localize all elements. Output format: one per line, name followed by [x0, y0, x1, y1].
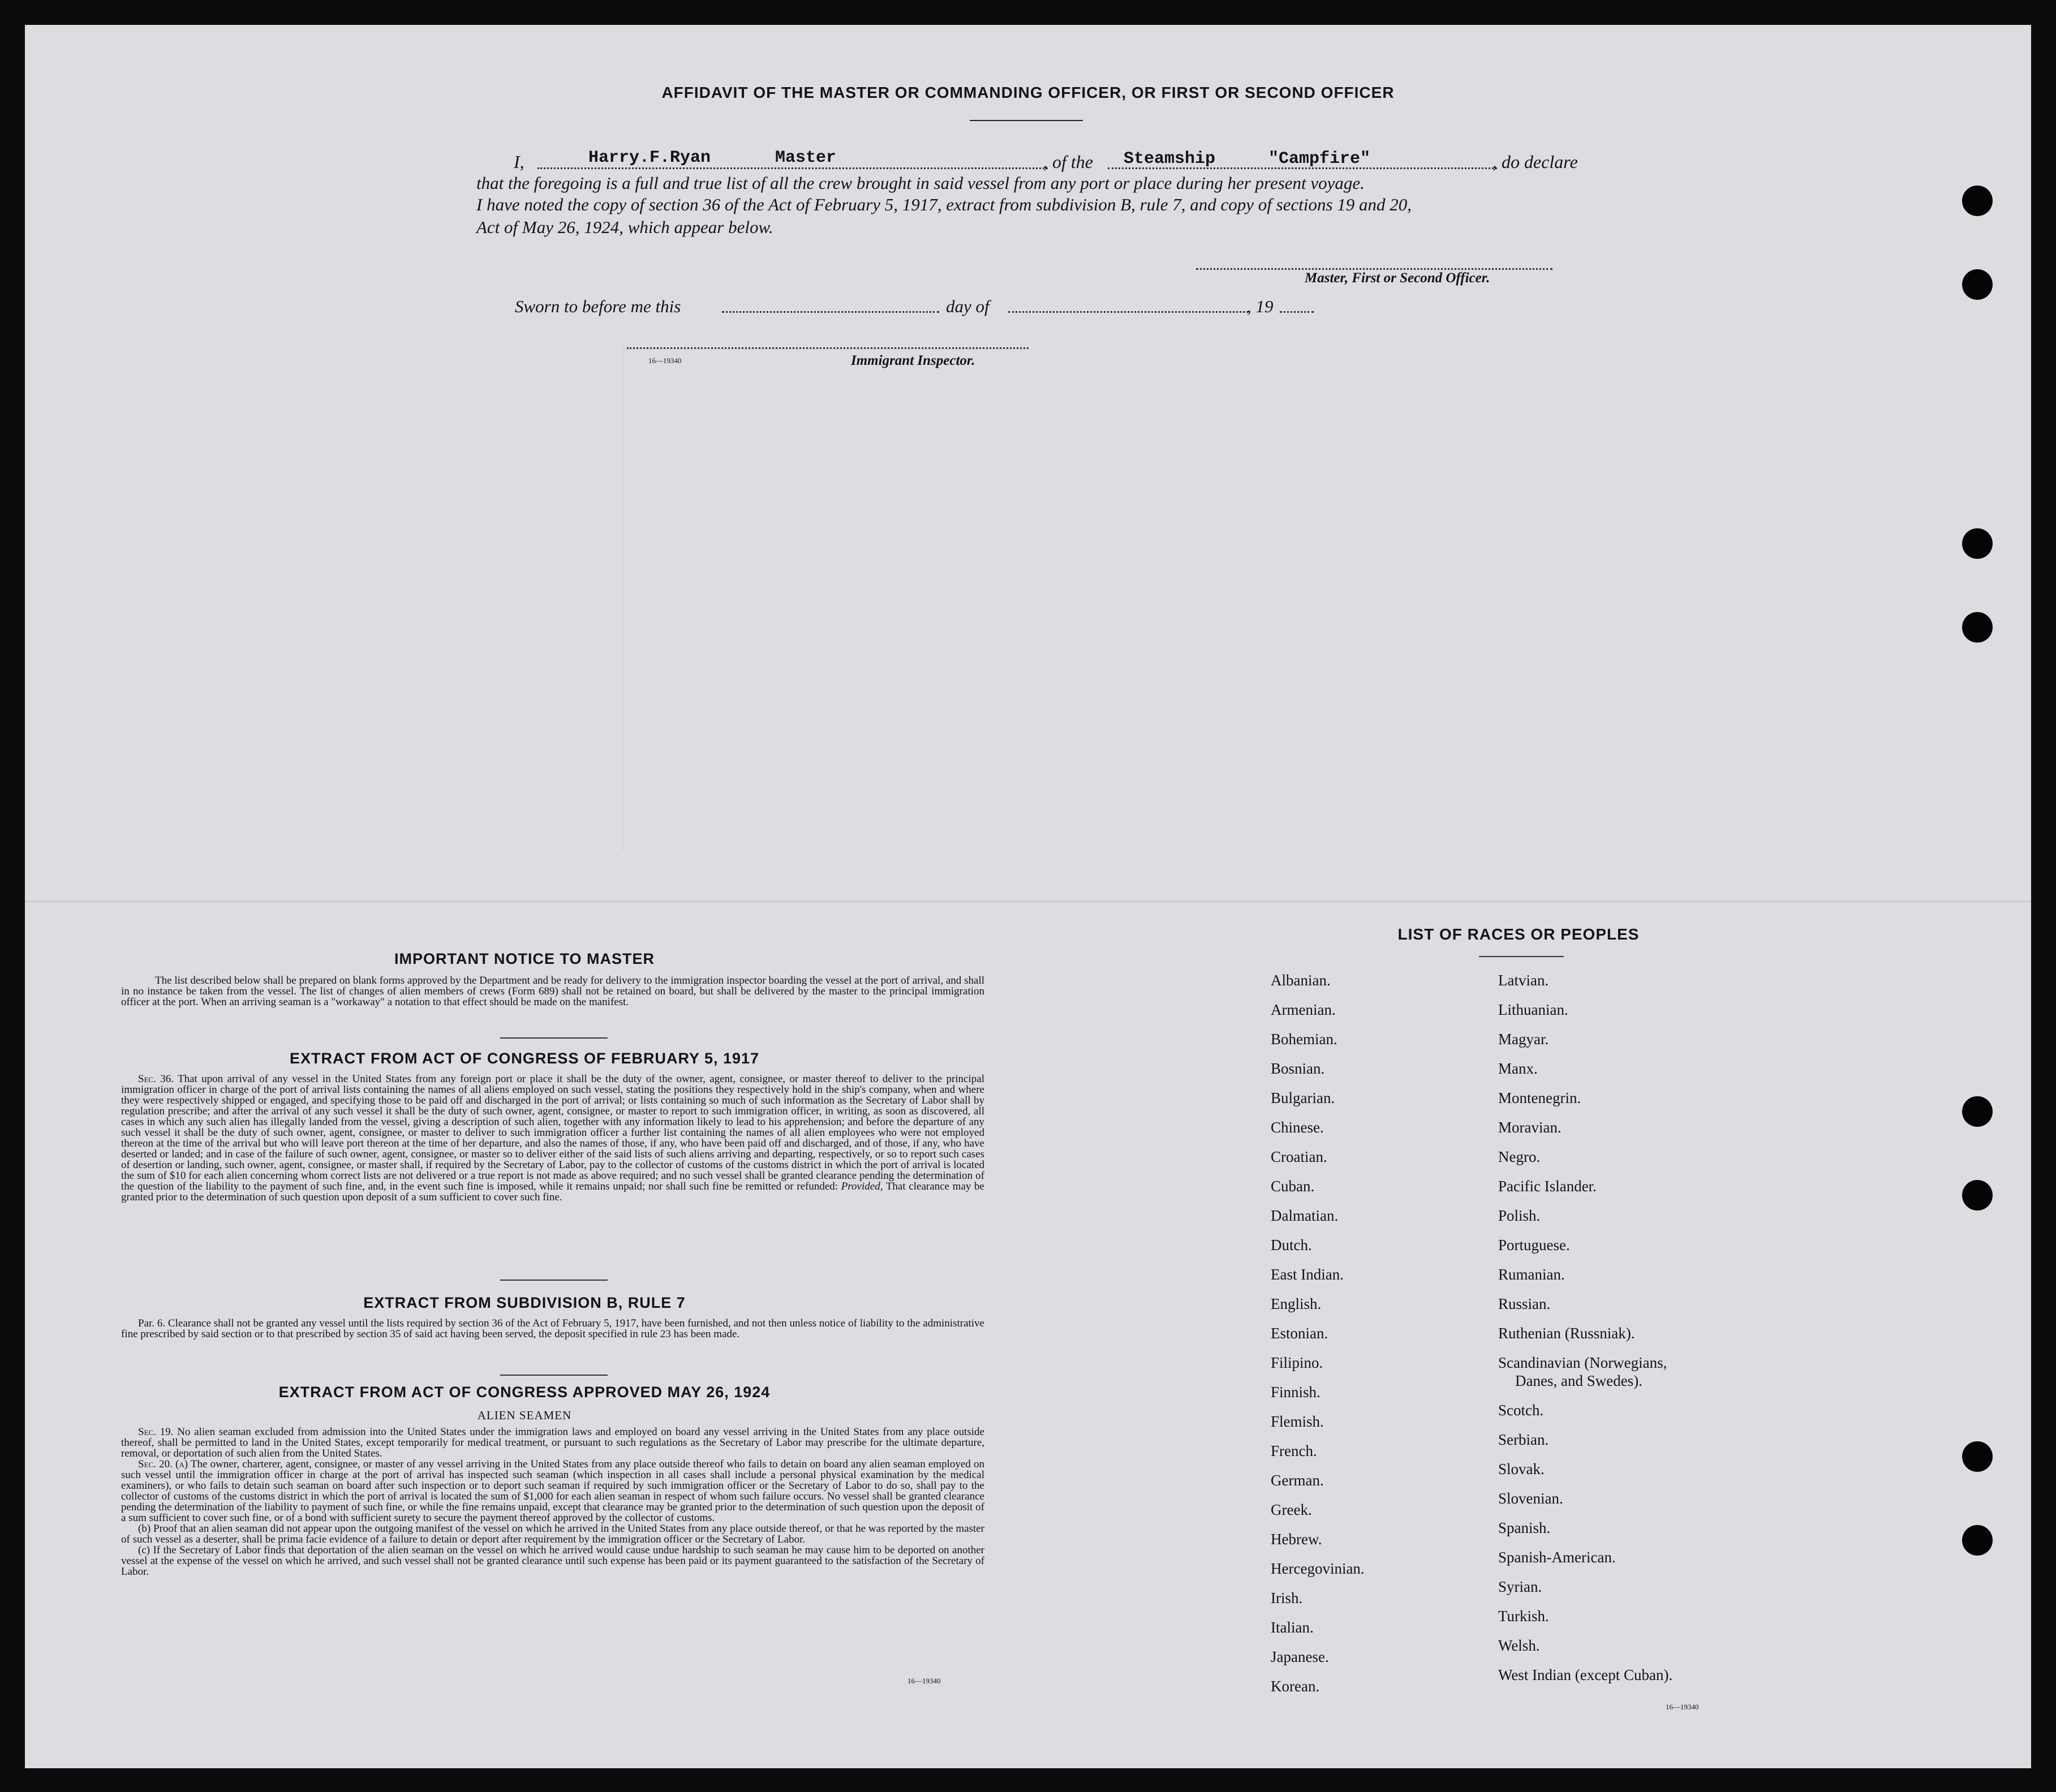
divider [500, 1280, 608, 1281]
race-item: Hebrew. [1271, 1531, 1322, 1548]
race-item: Albanian. [1271, 972, 1331, 989]
race-item: French. [1271, 1442, 1317, 1459]
race-item: Pacific Islander. [1498, 1178, 1597, 1195]
vessel-type: Steamship [1124, 149, 1216, 169]
race-item: Estonian. [1271, 1325, 1328, 1342]
race-item: Moravian. [1498, 1119, 1562, 1136]
proviso-word: Provided, [841, 1181, 883, 1192]
document-sheet [25, 25, 2031, 1768]
race-item: Spanish. [1498, 1519, 1551, 1536]
race-item: Danes, and Swedes). [1515, 1372, 1642, 1389]
race-item: West Indian (except Cuban). [1498, 1666, 1673, 1683]
rule7-body: Par. 6. Clearance shall not be granted any vessel until the lists required by section 36 of the Act of February 5, 1917, have been furnished, and not then unless notice of liability to the administrative fine prescribed by said section or to that prescribed by section 35 of said act having been served, the deposit specified in rule 23 has been made. [121, 1317, 984, 1340]
race-item: Spanish-American. [1498, 1549, 1616, 1566]
alien-seamen-subtitle: ALIEN SEAMEN [477, 1408, 572, 1422]
notice-title: IMPORTANT NOTICE TO MASTER [394, 950, 655, 967]
sworn-day-line [722, 311, 939, 313]
race-item: Dalmatian. [1271, 1207, 1339, 1224]
punch-hole [1962, 528, 1993, 559]
race-item: Ruthenian (Russniak). [1498, 1325, 1635, 1342]
extract-1917-title: EXTRACT FROM ACT OF CONGRESS OF FEBRUARY 5, 1917 [289, 1050, 760, 1067]
title-rule [970, 120, 1083, 121]
sec-36-text: That upon arrival of any vessel in the United States from any foreign port or place it shall be the duty of the owner, agent, consignee, or master thereof to deliver to the principal immigration officer in charge of the port of arrival lists containing the names of all aliens employed on such vessel, stating the positions they respectively hold in the ship's company, when and where they were respectively shipped or engaged, and specifying those to be paid off and discharged in the port of arrival; or lists containing so much of such information as the Secretary of Labor shall by regulation prescribe; and after the arrival of any such vessel it shall be the duty of such owner, agent, consignee, or master to report to such immigration officer, in writing, as soon as discovered, all cases in which any such alien has illegally landed from the vessel, giving a description of such alien, together with any information likely to lead to his apprehension; and before the departure of any such vessel it shall be the duty of such owner, agent, consignee, or master to deliver to such immigration officer a further list containing the names of all alien employees who were not employed thereon at the time of the arrival but who will leave port thereon at the time of her departure, and also the names of those, if any, who have been paid off and discharged, and of those, if any, who have deserted or landed; and in case of the failure of such owner, agent, consignee, or master so to deliver either of the said lists of such aliens arriving and departing, respectively, or so to report such cases of desertion or landing, such owner, agent, consignee, or master shall, if required by the Secretary of Labor, pay to the collector of customs of the customs district in which the port of arrival is located the sum of $10 for each alien concerning whom correct lists are not delivered or a true report is not made as above required; and no such vessel shall be granted clearance pending the determination of the question of the liability to the payment of such fine, and, in the event such fine is imposed, while it remains unpaid; nor shall such fine be remitted or refunded: [121, 1073, 984, 1192]
of-the-label: , of the [1043, 152, 1093, 172]
inspector-caption: Immigrant Inspector. [851, 353, 975, 368]
rule7-title: EXTRACT FROM SUBDIVISION B, RULE 7 [363, 1294, 686, 1311]
sworn-label: Sworn to before me this [515, 296, 681, 316]
inspector-signature-line [627, 347, 1029, 349]
master-rank: Master [775, 148, 837, 167]
race-item: Slovenian. [1498, 1490, 1563, 1507]
punch-hole [1962, 612, 1993, 643]
race-item: Japanese. [1271, 1648, 1329, 1665]
affidavit-title: AFFIDAVIT OF THE MASTER OR COMMANDING OFFICER, OR FIRST OR SECOND OFFICER [661, 84, 1395, 101]
race-item: Negro. [1498, 1148, 1541, 1165]
punch-hole [1962, 1180, 1993, 1211]
race-item: Lithuanian. [1498, 1001, 1568, 1018]
race-item: Greek. [1271, 1501, 1312, 1518]
race-item: Scotch. [1498, 1402, 1544, 1419]
punch-hole [1962, 1525, 1993, 1556]
sec-20c-text: (c) If the Secretary of Labor finds that deportation of the alien seaman on the vessel on which he arrived would cause undue hardship to such seaman he may cause him to be deported on another vessel at the expense of the vessel on which he arrived, and such vessel shall not be granted clearance until such expense has been paid or its payment guaranteed to the satisfaction of the Secretary of Labor. [121, 1544, 984, 1578]
extract-1924-title: EXTRACT FROM ACT OF CONGRESS APPROVED MAY 26, 1924 [278, 1384, 771, 1401]
punch-hole [1962, 1096, 1993, 1127]
affidavit-line-2: that the foregoing is a full and true list of all the crew brought in said vessel from any port or place during her present voyage. [476, 173, 1365, 193]
year-prefix: , 19 [1247, 296, 1274, 316]
sec-19-label: Sec. 19. [138, 1426, 174, 1438]
punch-hole [1962, 269, 1993, 300]
race-item: German. [1271, 1472, 1324, 1489]
race-item: East Indian. [1271, 1266, 1344, 1283]
divider [500, 1037, 608, 1039]
race-item: Manx. [1498, 1060, 1538, 1077]
race-item: Latvian. [1498, 972, 1549, 989]
extract-1917-body [121, 1074, 984, 1203]
race-item: Syrian. [1498, 1578, 1542, 1595]
race-item: English. [1271, 1295, 1322, 1312]
do-declare-label: , do declare [1492, 152, 1578, 172]
race-item: Polish. [1498, 1207, 1541, 1224]
race-item: Bulgarian. [1271, 1089, 1335, 1106]
race-item: Italian. [1271, 1619, 1314, 1636]
master-name: Harry.F.Ryan [588, 148, 711, 167]
race-item: Scandinavian (Norwegians, [1498, 1354, 1667, 1371]
sec-20b-text: (b) Proof that an alien seaman did not appear upon the outgoing manifest of the vessel on which he arrived in the United States from any place outside thereof, or that he was reported by the master of such vessel as a deserter, shall be prima facie evidence of a failure to detain or deport after requirement by the immigration officer or the Secretary of Labor. [121, 1523, 984, 1545]
race-item: Armenian. [1271, 1001, 1336, 1018]
sworn-month-line [1008, 311, 1248, 313]
vessel-name: "Campfire" [1268, 149, 1371, 169]
sec-19-text: No alien seaman excluded from admission into the United States under the immigration laws and employed on board any vessel arriving in the United States from any place outside thereof, shall be permitted to land in the United States, except temporarily for medical treatment, or pursuant to such regulations as the Secretary of Labor may prescribe for the ultimate departure, removal, or deportation of such alien from the United States. [121, 1426, 984, 1459]
year-line [1280, 311, 1314, 313]
punch-hole [1962, 1441, 1993, 1472]
race-item: Magyar. [1498, 1031, 1549, 1048]
race-item: Filipino. [1271, 1354, 1323, 1371]
races-title: LIST OF RACES OR PEOPLES [1397, 925, 1640, 943]
race-item: Korean. [1271, 1678, 1320, 1695]
race-item: Montenegrin. [1498, 1089, 1581, 1106]
race-item: Bohemian. [1271, 1031, 1337, 1048]
race-item: Russian. [1498, 1295, 1551, 1312]
race-item: Cuban. [1271, 1178, 1315, 1195]
race-item: Portuguese. [1498, 1237, 1570, 1253]
extract-1924-body [121, 1427, 984, 1577]
day-of-label: day of [946, 296, 990, 316]
race-item: Slovak. [1498, 1461, 1545, 1477]
punch-hole [1962, 186, 1993, 216]
sec-36-label: Sec. 36. [138, 1073, 174, 1085]
notice-body: The list described below shall be prepared on blank forms approved by the Department and be ready for delivery to the immigration inspector boarding the vessel at the port of arrival, and shall in no instance be taken from the vessel. The list of changes of alien members of crews (Form 689) shall not be retained on board, but shall be delivered by the master to the principal immigration officer at the port. When an arriving seaman is a "workaway" a notation to that effect should be made on the manifest. [121, 975, 984, 1008]
affidavit-line-3: I have noted the copy of section 36 of the Act of February 5, 1917, extract from subdivision B, rule 7, and copy of sections 19 and 20, [476, 195, 1412, 214]
i-label: I, [514, 152, 524, 172]
divider [500, 1375, 608, 1376]
race-item: Welsh. [1498, 1637, 1540, 1654]
race-item: Bosnian. [1271, 1060, 1325, 1077]
race-item: Flemish. [1271, 1413, 1324, 1430]
races-form-number: 16—19340 [1666, 1703, 1699, 1711]
race-item: Finnish. [1271, 1384, 1321, 1401]
sec-20a-text: The owner, charterer, agent, consignee, or master of any vessel arriving in the United States from any place outside thereof who fails to detain on board any alien seaman employed on such vessel until the immigration officer in charge at the port of arrival has inspected such seaman (which inspection in all cases shall include a personal physical examination by the medical examiners), or who fails to detain such seaman on board after such inspection or to deport such seaman if required by such immigration officer or the Secretary of Labor to do so, shall pay to the collector of customs of the customs district in which the port of arrival is located the sum of $1,000 for each alien seaman in respect of whom such failure occurs. No vessel shall be granted clearance pending the determination of the liability to payment of such fine, or while the fine remains unpaid, except that clearance may be granted prior to the determination of such question upon the deposit of a sum sufficient to cover such fine, or of a bond with sufficient surety to secure the payment thereof approved by the collector of customs. [121, 1458, 984, 1524]
extract-form-number: 16—19340 [907, 1677, 941, 1685]
sec-20-label: Sec. 20. (a) [138, 1458, 188, 1470]
proviso-text: That clearance may be granted prior to the determination of such question upon deposit of a sum sufficient to cover such fine. [121, 1181, 984, 1203]
name-line [537, 167, 1048, 169]
fold-line [25, 901, 2031, 903]
crease-line [622, 342, 624, 851]
race-item: Dutch. [1271, 1237, 1312, 1253]
race-item: Hercegovinian. [1271, 1560, 1365, 1577]
officer-signature-line [1196, 268, 1552, 270]
race-item: Chinese. [1271, 1119, 1324, 1136]
race-item: Turkish. [1498, 1608, 1549, 1625]
race-item: Serbian. [1498, 1431, 1549, 1448]
affidavit-form-number: 16—19340 [648, 356, 682, 365]
race-item: Rumanian. [1498, 1266, 1565, 1283]
race-item: Croatian. [1271, 1148, 1327, 1165]
affidavit-line-4: Act of May 26, 1924, which appear below. [476, 217, 773, 237]
officer-caption: Master, First or Second Officer. [1305, 270, 1490, 286]
race-item: Irish. [1271, 1589, 1303, 1606]
races-title-rule [1479, 956, 1564, 957]
